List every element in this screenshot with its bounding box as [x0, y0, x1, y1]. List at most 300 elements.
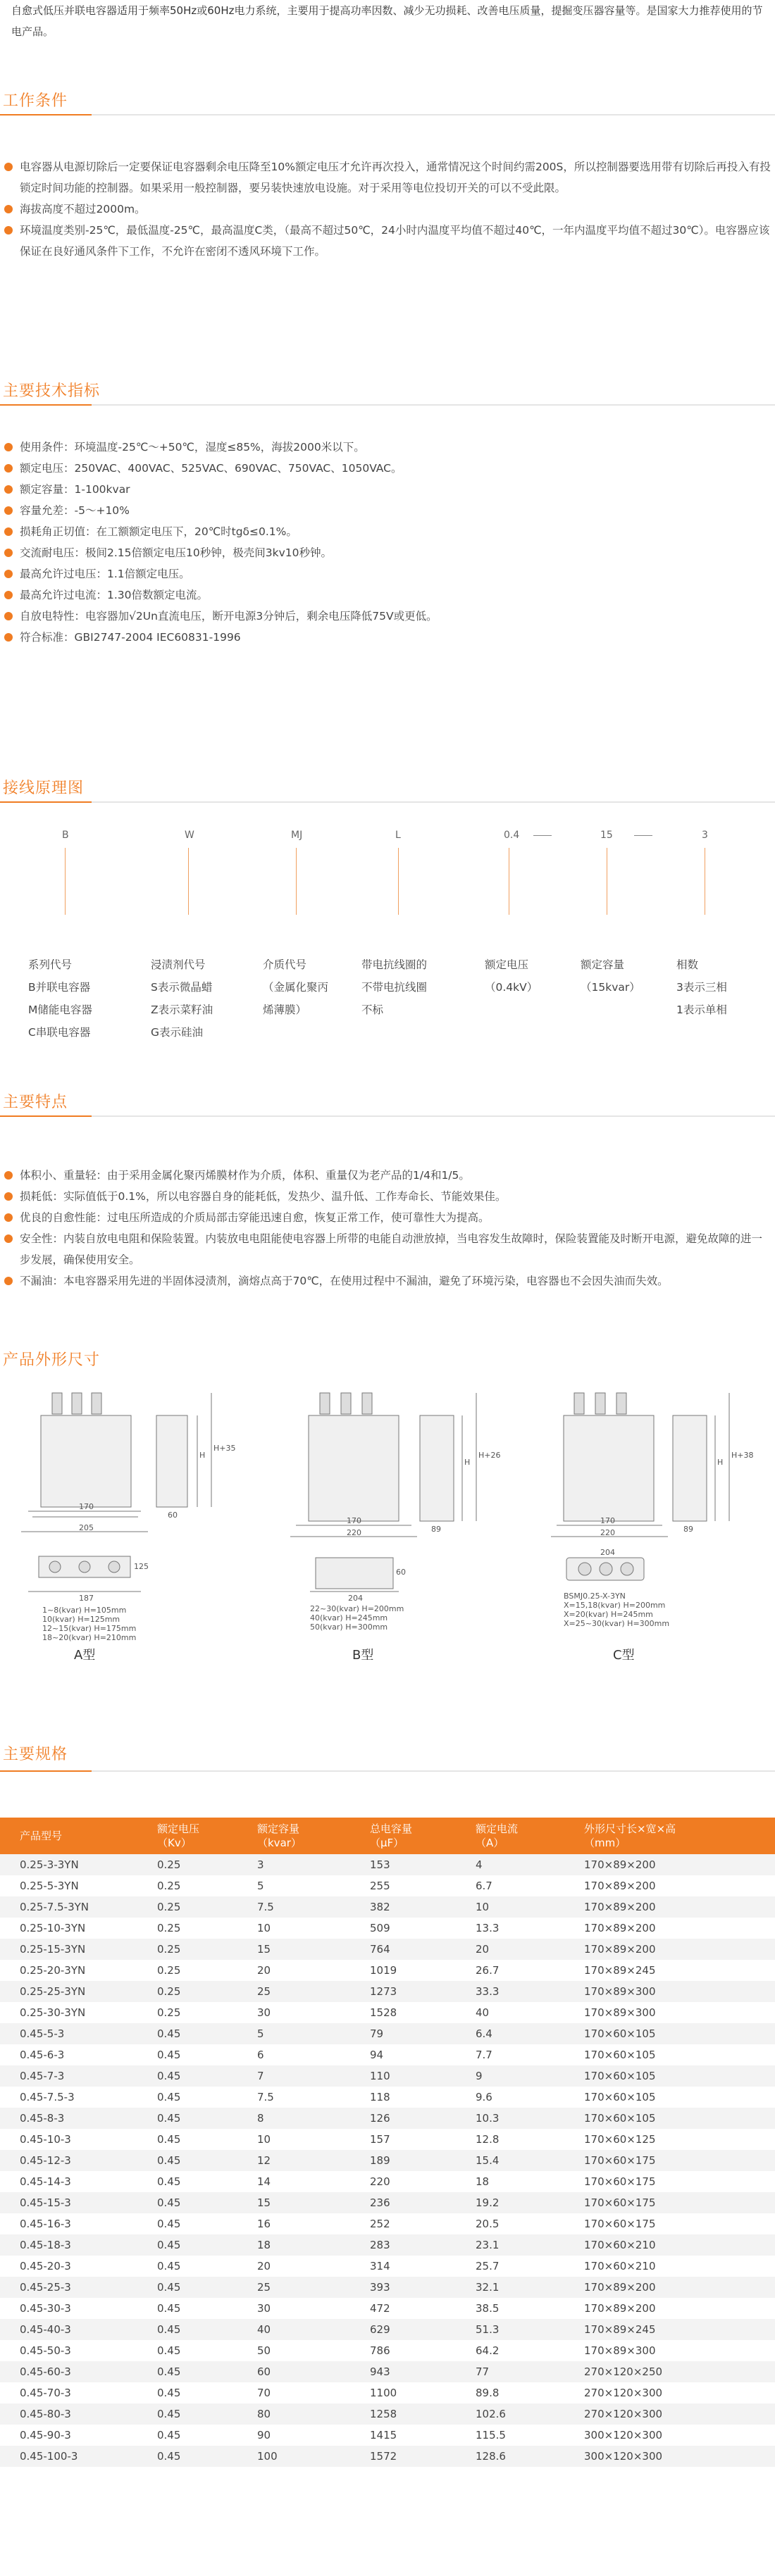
- table-cell: 0.45: [137, 2213, 237, 2234]
- table-cell: 0.25: [137, 1854, 237, 1875]
- dim-label: 89: [431, 1525, 441, 1534]
- intro-paragraph: 自愈式低压并联电容器适用于频率50Hz或60Hz电力系统，主要用于提高功率因数、减少无功损耗、改善电压质量，提掘变压器容量等。是国家大力推荐使用的节电产品。: [11, 4, 763, 38]
- features-list: [0, 1165, 775, 1292]
- table-cell: 0.45: [137, 2129, 237, 2150]
- table-cell: 80: [237, 2403, 350, 2425]
- table-cell: 0.45-7.5-3: [0, 2087, 137, 2108]
- dim-label: 89: [683, 1525, 693, 1534]
- bullet-icon: [4, 1277, 13, 1285]
- bullet-icon: [4, 549, 13, 557]
- bullet-icon: [4, 1213, 13, 1222]
- table-cell: 0.45-100-3: [0, 2446, 137, 2467]
- table-cell: 38.5: [456, 2298, 556, 2319]
- table-row: [0, 1918, 775, 1939]
- table-cell: 943: [350, 2361, 456, 2382]
- table-row: [0, 1896, 775, 1918]
- table-cell: 170×89×245: [556, 2319, 775, 2340]
- table-cell: 300×120×300: [556, 2446, 775, 2467]
- table-cell: 0.25: [137, 1939, 237, 1960]
- table-cell: 1258: [350, 2403, 456, 2425]
- table-cell: 153: [350, 1854, 456, 1875]
- table-cell: 5: [237, 1875, 350, 1896]
- table-cell: 170×89×300: [556, 1981, 775, 2002]
- table-cell: 0.45: [137, 2256, 237, 2277]
- spec-table-body: [0, 1854, 775, 2467]
- type-b-side-view: [420, 1393, 476, 1521]
- table-cell: 100: [237, 2446, 350, 2467]
- dim-label: 204: [348, 1594, 363, 1603]
- table-cell: 0.45-70-3: [0, 2382, 137, 2403]
- table-cell: 0.25: [137, 2002, 237, 2023]
- table-row: [0, 2319, 775, 2340]
- table-cell: 0.45-8-3: [0, 2108, 137, 2129]
- table-cell: 10.3: [456, 2108, 556, 2129]
- table-cell: 0.45-18-3: [0, 2234, 137, 2256]
- wiring-desc-dielectric: 介质代号 （金属化聚丙 烯薄膜）: [263, 958, 329, 1016]
- table-cell: 3: [237, 1854, 350, 1875]
- table-cell: 94: [350, 2044, 456, 2065]
- table-cell: 0.45-6-3: [0, 2044, 137, 2065]
- list-item: [0, 584, 775, 606]
- table-cell: 30: [237, 2298, 350, 2319]
- list-item: [0, 627, 775, 648]
- list-item-text: 海拔高度不超过2000m。: [20, 203, 146, 215]
- table-cell: 300×120×300: [556, 2425, 775, 2446]
- dim-label: H: [199, 1451, 206, 1460]
- col-header-capacity: 额定容量 （kvar）: [237, 1818, 350, 1854]
- section-features: [0, 1084, 775, 1117]
- type-c-base-view: [566, 1558, 644, 1580]
- dim-label: 170: [347, 1516, 361, 1525]
- table-cell: 1019: [350, 1960, 456, 1981]
- table-row: [0, 2340, 775, 2361]
- list-item: [0, 521, 775, 542]
- table-cell: 0.25: [137, 1960, 237, 1981]
- table-cell: 0.25-3-3YN: [0, 1854, 137, 1875]
- table-cell: 18: [456, 2171, 556, 2192]
- bullet-icon: [4, 506, 13, 515]
- bullet-icon: [4, 226, 13, 235]
- type-b-label: B型: [352, 1648, 374, 1663]
- table-cell: 8: [237, 2108, 350, 2129]
- table-row: [0, 2171, 775, 2192]
- dim-label: H: [717, 1458, 724, 1467]
- table-row: [0, 2002, 775, 2023]
- table-cell: 764: [350, 1939, 456, 1960]
- table-cell: 79: [350, 2023, 456, 2044]
- dim-label: H+26: [478, 1451, 501, 1460]
- table-cell: 1273: [350, 1981, 456, 2002]
- bullet-icon: [4, 612, 13, 620]
- list-item: [0, 563, 775, 584]
- dim-label: 205: [79, 1523, 94, 1532]
- wiring-desc-capacity: 额定容量 （15kvar）: [581, 958, 640, 994]
- table-row: [0, 2065, 775, 2087]
- type-c-front-view: [551, 1393, 668, 1537]
- table-cell: 0.45-16-3: [0, 2213, 137, 2234]
- dim-label: 60: [396, 1568, 406, 1577]
- table-row: [0, 2108, 775, 2129]
- list-item-text: 损耗低：实际值低于0.1%，所以电容器自身的能耗低，发热少、温升低、工作寿命长、节能效果佳。: [20, 1190, 507, 1203]
- table-cell: 20: [456, 1939, 556, 1960]
- wiring-code: B: [62, 830, 69, 841]
- type-a-label: A型: [74, 1648, 96, 1663]
- table-cell: 18: [237, 2234, 350, 2256]
- section-divider: [0, 114, 775, 115]
- table-row: [0, 2361, 775, 2382]
- table-cell: 0.45: [137, 2065, 237, 2087]
- type-a-base-view: [28, 1556, 141, 1592]
- dimension-drawings-svg: [0, 1380, 775, 1718]
- table-row: [0, 1939, 775, 1960]
- table-cell: 170×89×200: [556, 1939, 775, 1960]
- dim-label: H+38: [731, 1451, 754, 1460]
- table-cell: 283: [350, 2234, 456, 2256]
- table-cell: 118: [350, 2087, 456, 2108]
- table-cell: 0.45: [137, 2446, 237, 2467]
- type-a-notes: 1~8(kvar) H=105mm 10(kvar) H=125mm 12~15(kvar) H=175mm 18~20(kvar) H=210mm: [42, 1606, 137, 1642]
- list-item: [0, 1207, 775, 1228]
- list-item-text: 最高允许过电流：1.30倍数额定电流。: [20, 589, 209, 601]
- list-item-text: 容量允差：-5～+10%: [20, 504, 130, 517]
- type-c-label: C型: [613, 1648, 635, 1663]
- table-cell: 1415: [350, 2425, 456, 2446]
- type-c-side-view: [673, 1393, 729, 1521]
- type-b-base-view: [310, 1558, 399, 1592]
- type-c-notes: BSMJ0.25-X-3YN X=15,18(kvar) H=200mm X=20(kvar) H=245mm X=25~30(kvar) H=300mm: [564, 1592, 670, 1628]
- table-cell: 30: [237, 2002, 350, 2023]
- wiring-code: 0.4: [504, 830, 520, 841]
- list-item: [0, 458, 775, 479]
- section-title: 产品外形尺寸: [3, 1351, 101, 1369]
- table-cell: 110: [350, 2065, 456, 2087]
- dimension-drawings: [0, 1380, 775, 1746]
- table-row: [0, 2446, 775, 2467]
- table-cell: 13.3: [456, 1918, 556, 1939]
- table-cell: 0.45: [137, 2234, 237, 2256]
- table-cell: 126: [350, 2108, 456, 2129]
- table-cell: 0.45-20-3: [0, 2256, 137, 2277]
- tech-list: [0, 437, 775, 648]
- table-cell: 1528: [350, 2002, 456, 2023]
- wiring-diagram: [0, 830, 775, 1069]
- list-item: [0, 606, 775, 627]
- table-cell: 20: [237, 2256, 350, 2277]
- table-cell: 170×89×200: [556, 2277, 775, 2298]
- table-cell: 1572: [350, 2446, 456, 2467]
- table-cell: 236: [350, 2192, 456, 2213]
- table-cell: 90: [237, 2425, 350, 2446]
- table-row: [0, 2403, 775, 2425]
- table-cell: 23.1: [456, 2234, 556, 2256]
- list-item: [0, 220, 775, 262]
- table-cell: 786: [350, 2340, 456, 2361]
- table-cell: 15: [237, 1939, 350, 1960]
- bullet-icon: [4, 485, 13, 494]
- list-item-text: 额定电压：250VAC、400VAC、525VAC、690VAC、750VAC、1050VAC。: [20, 462, 402, 475]
- dim-label: 204: [600, 1548, 615, 1557]
- type-b-front-view: [290, 1393, 417, 1537]
- section-title: 接线原理图: [3, 780, 85, 797]
- table-cell: 0.25-5-3YN: [0, 1875, 137, 1896]
- list-item: [0, 1186, 775, 1207]
- table-cell: 12.8: [456, 2129, 556, 2150]
- table-cell: 115.5: [456, 2425, 556, 2446]
- bullet-icon: [4, 1192, 13, 1201]
- table-cell: 7.5: [237, 1896, 350, 1918]
- table-row: [0, 2213, 775, 2234]
- dim-label: 170: [79, 1502, 94, 1511]
- table-cell: 509: [350, 1918, 456, 1939]
- table-cell: 170×89×200: [556, 1918, 775, 1939]
- table-cell: 12: [237, 2150, 350, 2171]
- table-cell: 4: [456, 1854, 556, 1875]
- table-cell: 0.45: [137, 2150, 237, 2171]
- list-item-text: 最高允许过电压：1.1倍额定电压。: [20, 568, 190, 580]
- table-cell: 26.7: [456, 1960, 556, 1981]
- table-row: [0, 2298, 775, 2319]
- table-cell: 170×89×200: [556, 1875, 775, 1896]
- table-cell: 0.45-30-3: [0, 2298, 137, 2319]
- table-cell: 0.45-14-3: [0, 2171, 137, 2192]
- table-cell: 1100: [350, 2382, 456, 2403]
- table-cell: 0.45-5-3: [0, 2023, 137, 2044]
- list-item: [0, 199, 775, 220]
- table-cell: 0.25: [137, 1896, 237, 1918]
- spec-table: [0, 1818, 775, 2467]
- table-cell: 7.7: [456, 2044, 556, 2065]
- bullet-icon: [4, 163, 13, 171]
- table-cell: 0.45: [137, 2108, 237, 2129]
- bullet-icon: [4, 591, 13, 599]
- bullet-icon: [4, 443, 13, 451]
- table-cell: 0.25-30-3YN: [0, 2002, 137, 2023]
- wiring-code: 3: [702, 830, 708, 841]
- table-cell: 0.25-15-3YN: [0, 1939, 137, 1960]
- table-cell: 170×60×175: [556, 2171, 775, 2192]
- bullet-icon: [4, 1171, 13, 1180]
- section-title: 主要特点: [3, 1094, 68, 1111]
- list-item-text: 电容器从电源切除后一定要保证电容器剩余电压降至10%额定电压才允许再次投入，通常情况这个时间约需200S，所以控制器要选用带有切除后再投入有投锁定时间功能的控制器。如果采用一般控制器，要另装快速放电设施。对于采用等电位投切开关的可以不受此限。: [20, 161, 771, 194]
- table-row: [0, 2382, 775, 2403]
- wiring-desc-reactor: 带电抗线圈的 不带电抗线圈 不标: [361, 958, 428, 1016]
- table-cell: 220: [350, 2171, 456, 2192]
- table-cell: 0.45: [137, 2171, 237, 2192]
- wiring-desc-series: 系列代号 B并联电容器 M储能电容器 C串联电容器: [28, 958, 92, 1039]
- table-cell: 102.6: [456, 2403, 556, 2425]
- type-b-notes: 22~30(kvar) H=200mm 40(kvar) H=245mm 50(kvar) H=300mm: [310, 1604, 404, 1632]
- table-cell: 170×60×175: [556, 2213, 775, 2234]
- table-row: [0, 1875, 775, 1896]
- dim-label: H: [464, 1458, 471, 1467]
- table-cell: 382: [350, 1896, 456, 1918]
- wiring-code: MJ: [291, 830, 303, 841]
- conditions-list: [0, 156, 775, 262]
- table-row: [0, 2192, 775, 2213]
- list-item: [0, 1270, 775, 1292]
- wiring-line: [398, 848, 399, 915]
- list-item-text: 环境温度类别-25℃，最低温度-25℃，最高温度C类，（最高不超过50℃，24小时内温度平均值不超过40℃，一年内温度平均值不超过30℃）。电容器应该保证在良好通风条件下工作，不允许在密闭不透风环境下工作。: [20, 224, 770, 258]
- table-cell: 20.5: [456, 2213, 556, 2234]
- table-row: [0, 2150, 775, 2171]
- bullet-icon: [4, 464, 13, 473]
- section-title: 工作条件: [3, 92, 68, 110]
- table-row: [0, 1981, 775, 2002]
- list-item-text: 符合标准：GBI2747-2004 IEC60831-1996: [20, 631, 241, 644]
- table-cell: 170×60×105: [556, 2087, 775, 2108]
- list-item-text: 优良的自愈性能：过电压所造成的介质局部击穿能迅速自愈，恢复正常工作，使可靠性大为提高。: [20, 1211, 490, 1224]
- table-cell: 170×60×105: [556, 2023, 775, 2044]
- list-item: [0, 1165, 775, 1186]
- col-header-capacitance: 总电容量 （μF）: [350, 1818, 456, 1854]
- table-cell: 0.45-80-3: [0, 2403, 137, 2425]
- section-title: 主要规格: [3, 1746, 68, 1763]
- table-cell: 189: [350, 2150, 456, 2171]
- table-cell: 9.6: [456, 2087, 556, 2108]
- wiring-desc-voltage: 额定电压 （0.4kV）: [485, 958, 538, 994]
- table-cell: 170×60×125: [556, 2129, 775, 2150]
- table-cell: 14: [237, 2171, 350, 2192]
- list-item-text: 使用条件：环境温度-25℃～+50℃，湿度≤85%，海拔2000米以下。: [20, 441, 365, 454]
- bullet-icon: [4, 527, 13, 536]
- col-header-dimensions: 外形尺寸长×宽×高 （mm）: [556, 1818, 775, 1854]
- table-cell: 0.45-10-3: [0, 2129, 137, 2150]
- list-item-text: 不漏油：本电容器采用先进的半固体浸渍剂，滴熔点高于70℃，在使用过程中不漏油，避免了环境污染，电容器也不会因失油而失效。: [20, 1275, 669, 1287]
- list-item: [0, 479, 775, 500]
- table-cell: 40: [237, 2319, 350, 2340]
- table-cell: 50: [237, 2340, 350, 2361]
- section-tech: [0, 373, 775, 406]
- table-row: [0, 1960, 775, 1981]
- table-cell: 0.45: [137, 2023, 237, 2044]
- list-item-text: 体积小、重量轻：由于采用金属化聚丙烯膜材作为介质，体积、重量仅为老产品的1/4和1/5。: [20, 1169, 470, 1182]
- table-cell: 15.4: [456, 2150, 556, 2171]
- wiring-desc-impregnant: 浸渍剂代号 S表示微晶蜡 Z表示菜籽油 G表示硅油: [151, 958, 213, 1039]
- table-cell: 33.3: [456, 1981, 556, 2002]
- table-cell: 0.25-10-3YN: [0, 1918, 137, 1939]
- table-cell: 170×89×245: [556, 1960, 775, 1981]
- table-cell: 170×89×200: [556, 2298, 775, 2319]
- table-cell: 9: [456, 2065, 556, 2087]
- bullet-icon: [4, 205, 13, 213]
- table-cell: 7: [237, 2065, 350, 2087]
- wiring-dash: [634, 835, 652, 836]
- table-cell: 170×89×200: [556, 1896, 775, 1918]
- table-cell: 0.45: [137, 2319, 237, 2340]
- table-row: [0, 2044, 775, 2065]
- table-cell: 0.45: [137, 2403, 237, 2425]
- table-cell: 6.4: [456, 2023, 556, 2044]
- dim-label: 60: [168, 1511, 178, 1520]
- table-cell: 629: [350, 2319, 456, 2340]
- table-cell: 64.2: [456, 2340, 556, 2361]
- col-header-model: 产品型号: [0, 1818, 137, 1854]
- table-cell: 10: [456, 1896, 556, 1918]
- table-cell: 157: [350, 2129, 456, 2150]
- table-cell: 15: [237, 2192, 350, 2213]
- list-item-text: 自放电特性：电容器加√2Un直流电压，断开电源3分钟后，剩余电压降低75V或更低。: [20, 610, 438, 623]
- wiring-dash: [533, 835, 552, 836]
- table-cell: 0.45-7-3: [0, 2065, 137, 2087]
- section-conditions: [0, 83, 775, 115]
- table-cell: 0.45: [137, 2425, 237, 2446]
- bullet-icon: [4, 570, 13, 578]
- table-cell: 77: [456, 2361, 556, 2382]
- dim-label: 220: [347, 1528, 361, 1537]
- table-row: [0, 2277, 775, 2298]
- table-row: [0, 2087, 775, 2108]
- spec-header-row: [0, 1818, 775, 1854]
- section-divider: [0, 801, 775, 803]
- section-wiring: [0, 770, 775, 803]
- table-cell: 0.25-7.5-3YN: [0, 1896, 137, 1918]
- section-title: 主要技术指标: [3, 382, 101, 400]
- table-cell: 0.45: [137, 2340, 237, 2361]
- table-cell: 16: [237, 2213, 350, 2234]
- table-cell: 70: [237, 2382, 350, 2403]
- table-row: [0, 2256, 775, 2277]
- wiring-line: [296, 848, 297, 915]
- table-cell: 0.45: [137, 2192, 237, 2213]
- table-cell: 10: [237, 2129, 350, 2150]
- table-row: [0, 2129, 775, 2150]
- table-cell: 51.3: [456, 2319, 556, 2340]
- dim-label: 170: [600, 1516, 615, 1525]
- table-cell: 0.45: [137, 2087, 237, 2108]
- section-divider: [0, 1115, 775, 1117]
- table-cell: 0.25: [137, 1981, 237, 2002]
- table-cell: 0.45-60-3: [0, 2361, 137, 2382]
- section-dims: [0, 1338, 775, 1369]
- table-cell: 0.45-90-3: [0, 2425, 137, 2446]
- bullet-icon: [4, 1234, 13, 1243]
- table-cell: 170×60×105: [556, 2044, 775, 2065]
- table-cell: 0.45: [137, 2361, 237, 2382]
- table-cell: 89.8: [456, 2382, 556, 2403]
- table-cell: 0.45-12-3: [0, 2150, 137, 2171]
- table-cell: 0.25-25-3YN: [0, 1981, 137, 2002]
- table-row: [0, 1854, 775, 1875]
- table-cell: 170×89×300: [556, 2002, 775, 2023]
- table-cell: 0.45: [137, 2382, 237, 2403]
- table-cell: 170×89×200: [556, 1854, 775, 1875]
- list-item-text: 交流耐电压：极间2.15倍额定电压10秒钟，极壳间3kv10秒钟。: [20, 546, 332, 559]
- table-cell: 270×120×250: [556, 2361, 775, 2382]
- table-cell: 0.45-25-3: [0, 2277, 137, 2298]
- table-row: [0, 2234, 775, 2256]
- table-cell: 0.45-50-3: [0, 2340, 137, 2361]
- table-row: [0, 2425, 775, 2446]
- list-item-text: 安全性：内装自放电电阻和保险装置。内装放电电阻能使电容器上所带的电能自动泄放掉，当电容发生故障时，保险装置能及时断开电源，避免故障的进一步发展，确保使用安全。: [20, 1232, 763, 1266]
- table-cell: 393: [350, 2277, 456, 2298]
- wiring-line: [65, 848, 66, 915]
- table-cell: 170×60×105: [556, 2065, 775, 2087]
- col-header-voltage: 额定电压 （Kv）: [137, 1818, 237, 1854]
- table-cell: 170×60×105: [556, 2108, 775, 2129]
- bullet-icon: [4, 633, 13, 642]
- table-cell: 25: [237, 2277, 350, 2298]
- table-cell: 40: [456, 2002, 556, 2023]
- wiring-code: W: [185, 830, 194, 841]
- table-cell: 6: [237, 2044, 350, 2065]
- table-cell: 314: [350, 2256, 456, 2277]
- table-cell: 6.7: [456, 1875, 556, 1896]
- table-cell: 10: [237, 1918, 350, 1939]
- type-a-side-view: [156, 1393, 211, 1507]
- table-cell: 0.25-20-3YN: [0, 1960, 137, 1981]
- table-cell: 20: [237, 1960, 350, 1981]
- table-cell: 60: [237, 2361, 350, 2382]
